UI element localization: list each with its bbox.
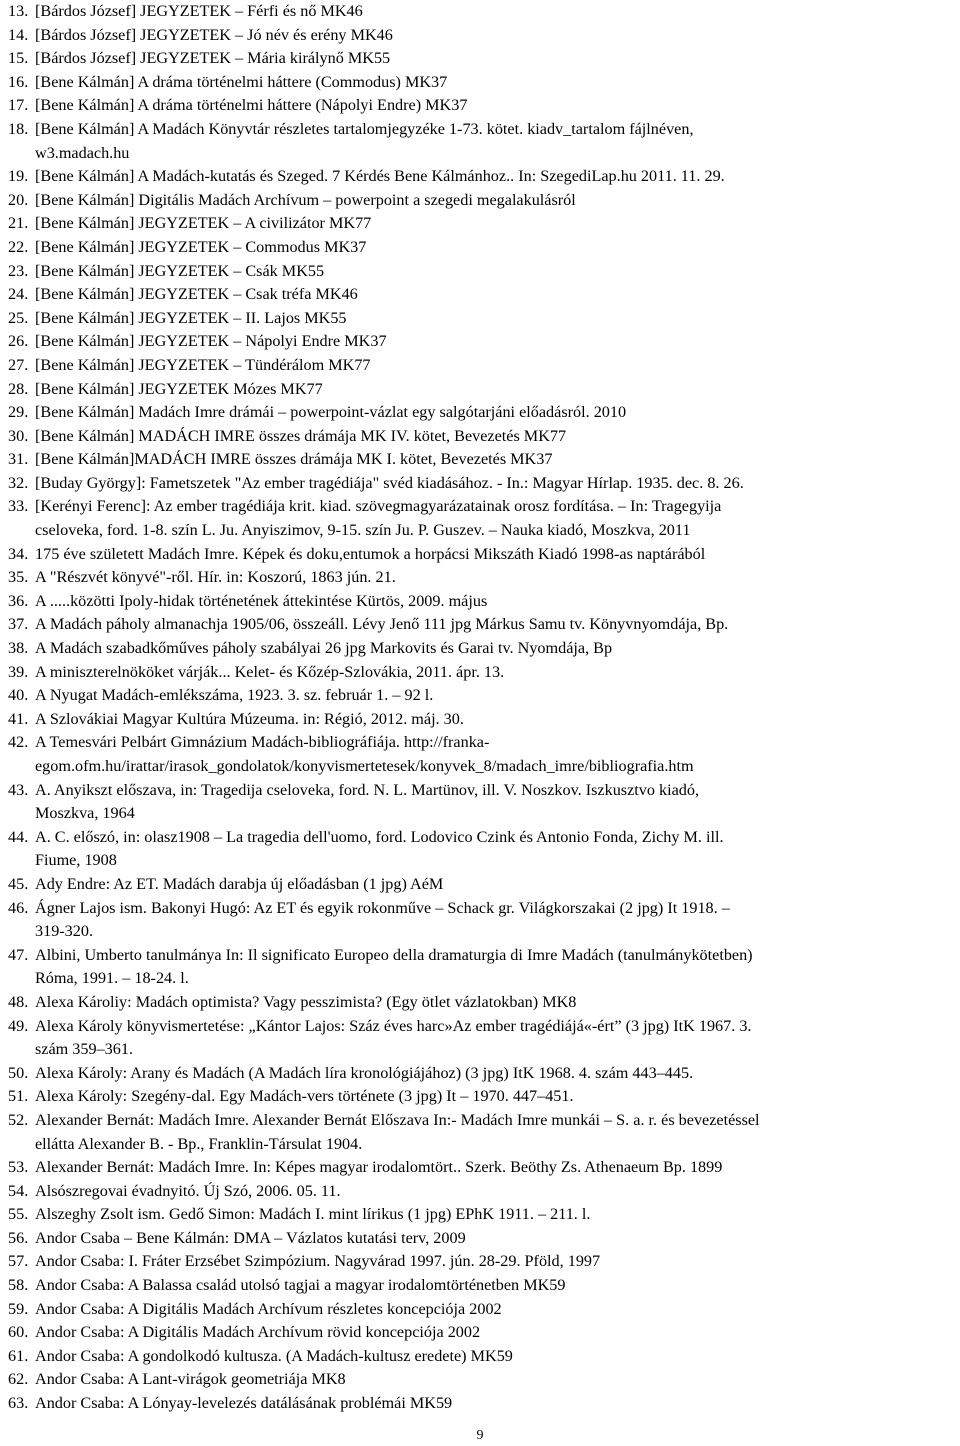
list-item <box>8 826 956 873</box>
entry-number: 28. <box>8 379 29 398</box>
entry-number: 62. <box>8 1370 29 1389</box>
list-item <box>8 378 956 402</box>
list-item <box>8 873 956 897</box>
entry-number: 51. <box>8 1087 29 1106</box>
entry-number: 15. <box>8 49 29 68</box>
entry-text: szám 359–361. <box>35 1040 134 1059</box>
entry-text: A .....közötti Ipoly-hidak történetének áttekintése Kürtös, 2009. május <box>35 591 488 610</box>
entry-text: [Bene Kálmán] JEGYZETEK – Commodus MK37 <box>35 237 367 256</box>
entry-text: [Bene Kálmán] Digitális Madách Archívum – powerpoint a szegedi megalakulásról <box>35 190 576 209</box>
entry-text: w3.madach.hu <box>35 143 130 162</box>
list-item <box>8 1085 956 1109</box>
entry-text: Andor Csaba – Bene Kálmán: DMA – Vázlatos kutatási terv, 2009 <box>35 1228 466 1247</box>
entry-number: 35. <box>8 568 29 587</box>
entry-text: Ady Endre: Az ET. Madách darabja új előadásban (1 jpg) AéM <box>35 874 444 893</box>
list-item <box>8 1180 956 1204</box>
list-item <box>8 684 956 708</box>
entry-number: 56. <box>8 1228 29 1247</box>
entry-number: 26. <box>8 332 29 351</box>
entry-number: 31. <box>8 450 29 469</box>
page-number: 9 <box>476 1428 484 1443</box>
list-item <box>8 0 956 24</box>
entry-text: [Bene Kálmán] A Madách Könyvtár részletes tartalomjegyzéke 1-73. kötet. kiadv_tartalom fájlnéven, <box>35 119 694 138</box>
entry-text: Andor Csaba: A Digitális Madách Archívum rövid koncepciója 2002 <box>35 1323 481 1342</box>
list-item <box>8 779 956 826</box>
list-item <box>8 1298 956 1322</box>
list-item <box>8 1274 956 1298</box>
entry-text: Andor Csaba: A Lónyay-levelezés datálásának problémái MK59 <box>35 1394 453 1413</box>
entry-number: 27. <box>8 355 29 374</box>
entry-text: Andor Csaba: A Balassa család utolsó tagjai a magyar irodalomtörténetben MK59 <box>35 1276 566 1295</box>
list-item <box>8 1015 956 1062</box>
list-item <box>8 1250 956 1274</box>
entry-text: [Bene Kálmán] JEGYZETEK – A civilizátor MK77 <box>35 214 372 233</box>
entry-text: ellátta Alexander B. - Bp., Franklin-Társulat 1904. <box>35 1134 363 1153</box>
entry-number: 23. <box>8 261 29 280</box>
list-item <box>8 1156 956 1180</box>
list-item <box>8 944 956 991</box>
list-item <box>8 236 956 260</box>
entry-text: [Bene Kálmán] JEGYZETEK – Csák MK55 <box>35 261 325 280</box>
entry-number: 49. <box>8 1016 29 1035</box>
entry-number: 33. <box>8 497 29 516</box>
entry-text: [Bene Kálmán] JEGYZETEK – II. Lajos MK55 <box>35 308 347 327</box>
entry-number: 16. <box>8 72 29 91</box>
list-item <box>8 1227 956 1251</box>
entry-number: 24. <box>8 285 29 304</box>
entry-text: [Bene Kálmán] JEGYZETEK Mózes MK77 <box>35 379 323 398</box>
entry-number: 46. <box>8 898 29 917</box>
entry-number: 19. <box>8 167 29 186</box>
entry-text: [Bárdos József] JEGYZETEK – Mária királynő MK55 <box>35 49 391 68</box>
list-item <box>8 1321 956 1345</box>
entry-text: A Szlovákiai Magyar Kultúra Múzeuma. in: Régió, 2012. máj. 30. <box>35 709 464 728</box>
entry-text: Alexander Bernát: Madách Imre. In: Képes magyar irodalomtört.. Szerk. Beöthy Zs. Athenaeum Bp. 1899 <box>35 1158 723 1177</box>
entry-text: [Bene Kálmán] JEGYZETEK – Tündérálom MK77 <box>35 355 371 374</box>
entry-text: Alszeghy Zsolt ism. Gedő Simon: Madách I. mint lírikus (1 jpg) EPhK 1911. – 211. l. <box>35 1205 591 1224</box>
entry-text: A Nyugat Madách-emlékszáma, 1923. 3. sz. február 1. – 92 l. <box>35 686 434 705</box>
list-item <box>8 495 956 542</box>
entry-text: Alexa Károly könyvismertetése: „Kántor Lajos: Száz éves harc»Az ember tragédiájá«-ért” (3 jpg) ItK 1967. 3. <box>35 1016 752 1035</box>
list-item <box>8 897 956 944</box>
entry-number: 32. <box>8 473 29 492</box>
entry-text: egom.ofm.hu/irattar/irasok_gondolatok/konyvismertetesek/konyvek_8/madach_imre/bibliografia.htm <box>35 757 694 775</box>
entry-number: 41. <box>8 709 29 728</box>
entry-number: 30. <box>8 426 29 445</box>
entry-text: cseloveka, ford. 1-8. szín L. Ju. Anyiszimov, 9-15. szín Ju. P. Guszev. – Nauka kiadó, Moszkva, 2011 <box>35 521 691 540</box>
list-item <box>8 543 956 567</box>
entry-number: 52. <box>8 1110 29 1129</box>
list-item <box>8 354 956 378</box>
entry-number: 13. <box>8 2 29 20</box>
entry-number: 60. <box>8 1323 29 1342</box>
list-item <box>8 637 956 661</box>
entry-number: 59. <box>8 1299 29 1318</box>
entry-text: A miniszterelnököket várják... Kelet- és Kőzép-Szlovákia, 2011. ápr. 13. <box>35 662 505 681</box>
entry-text: [Bárdos József] JEGYZETEK – Férfi és nő MK46 <box>35 2 363 20</box>
entry-text: [Bene Kálmán] A dráma történelmi háttere (Commodus) MK37 <box>35 72 448 91</box>
entry-number: 47. <box>8 945 29 964</box>
list-item <box>8 165 956 189</box>
entry-number: 21. <box>8 214 29 233</box>
entry-text: Alexa Károly: Szegény-dal. Egy Madách-vers története (3 jpg) It – 1970. 447–451. <box>35 1087 574 1106</box>
entry-text: Andor Csaba: A Lant-virágok geometriája MK8 <box>35 1370 346 1389</box>
list-item <box>8 1109 956 1156</box>
entry-text: [Bene Kálmán] A dráma történelmi háttere (Nápolyi Endre) MK37 <box>35 96 468 115</box>
entry-text: [Buday György]: Fametszetek "Az ember tragédiája" svéd kiadásához. - In.: Magyar Hírlap. 1935. dec. 8. 26. <box>35 473 744 492</box>
entry-text: Alsószregovai évadnyitó. Új Szó, 2006. 05. 11. <box>35 1181 341 1200</box>
entry-number: 38. <box>8 639 29 658</box>
entry-number: 50. <box>8 1063 29 1082</box>
entry-text: [Bene Kálmán] JEGYZETEK – Csak tréfa MK46 <box>35 285 358 304</box>
list-item <box>8 1368 956 1392</box>
entry-number: 25. <box>8 308 29 327</box>
entry-number: 14. <box>8 25 29 44</box>
entry-number: 58. <box>8 1276 29 1295</box>
list-item <box>8 283 956 307</box>
list-item <box>8 94 956 118</box>
list-item <box>8 24 956 48</box>
list-item <box>8 1345 956 1369</box>
entry-number: 44. <box>8 827 29 846</box>
list-item <box>8 448 956 472</box>
entry-number: 57. <box>8 1252 29 1271</box>
entry-number: 22. <box>8 237 29 256</box>
bibliography-list <box>8 0 956 1416</box>
entry-text: Alexander Bernát: Madách Imre. Alexander Bernát Előszava In:- Madách Imre munkái – S. a. r. és bevezetéssel <box>35 1110 760 1129</box>
list-item <box>8 330 956 354</box>
entry-number: 39. <box>8 662 29 681</box>
list-item <box>8 731 956 778</box>
entry-number: 29. <box>8 403 29 422</box>
entry-text: A Temesvári Pelbárt Gimnázium Madách-bibliográfiája. http://franka- <box>35 733 490 752</box>
entry-number: 40. <box>8 686 29 705</box>
entry-text: Andor Csaba: A gondolkodó kultusza. (A Madách-kultusz eredete) MK59 <box>35 1346 513 1365</box>
entry-text: [Bene Kálmán] MADÁCH IMRE összes drámája MK IV. kötet, Bevezetés MK77 <box>35 426 567 445</box>
entry-text: Andor Csaba: I. Fráter Erzsébet Szimpózium. Nagyvárad 1997. jún. 28-29. Pföld, 1997 <box>35 1252 601 1271</box>
entry-number: 48. <box>8 992 29 1011</box>
entry-text: Albini, Umberto tanulmánya In: Il significato Europeo della dramaturgia di Imre Madách (tanulmánykötetben) <box>35 945 753 964</box>
entry-number: 63. <box>8 1394 29 1413</box>
entry-number: 36. <box>8 591 29 610</box>
list-item <box>8 472 956 496</box>
list-item <box>8 425 956 449</box>
entry-text: [Bárdos József] JEGYZETEK – Jó név és erény MK46 <box>35 25 393 44</box>
entry-text: [Bene Kálmán]MADÁCH IMRE összes drámája MK I. kötet, Bevezetés MK37 <box>35 450 553 469</box>
list-item <box>8 47 956 71</box>
entry-number: 42. <box>8 733 29 752</box>
entry-text: A. C. előszó, in: olasz1908 – La tragedia dell'uomo, ford. Lodovico Czink és Antonio Fonda, Zichy M. ill. <box>35 827 724 846</box>
entry-text: A Madách páholy almanachja 1905/06, összeáll. Lévy Jenő 111 jpg Márkus Samu tv. Könyvnyomdája, Bp. <box>35 615 729 634</box>
list-item <box>8 1062 956 1086</box>
entry-number: 20. <box>8 190 29 209</box>
entry-text: [Kerényi Ferenc]: Az ember tragédiája krit. kiad. szövegmagyarázatainak orosz fordítása. – In: Tragegyija <box>35 497 722 516</box>
entry-number: 34. <box>8 544 29 563</box>
entry-text: Alexa Károliy: Madách optimista? Vagy pesszimista? (Egy ötlet vázlatokban) MK8 <box>35 992 577 1011</box>
list-item <box>8 590 956 614</box>
entry-text: 175 éve született Madách Imre. Képek és doku,entumok a horpácsi Mikszáth Kiadó 1998-as naptárából <box>35 544 706 563</box>
entry-number: 53. <box>8 1158 29 1177</box>
entry-text: Fiume, 1908 <box>35 851 117 870</box>
list-item <box>8 708 956 732</box>
list-item <box>8 260 956 284</box>
list-item <box>8 566 956 590</box>
entry-text: Andor Csaba: A Digitális Madách Archívum részletes koncepciója 2002 <box>35 1299 502 1318</box>
entry-number: 45. <box>8 874 29 893</box>
entry-number: 61. <box>8 1346 29 1365</box>
entry-text: A. Anyikszt előszava, in: Tragedija cseloveka, ford. N. L. Martünov, ill. V. Noszkov. Iszkusztvo kiadó, <box>35 780 700 799</box>
entry-number: 37. <box>8 615 29 634</box>
entry-text: [Bene Kálmán] JEGYZETEK – Nápolyi Endre MK37 <box>35 332 387 351</box>
entry-text: Alexa Károly: Arany és Madách (A Madách líra kronológiájához) (3 jpg) ItK 1968. 4. szám 443–445. <box>35 1063 694 1082</box>
list-item <box>8 1203 956 1227</box>
entry-number: 17. <box>8 96 29 115</box>
entry-text: Moszkva, 1964 <box>35 804 135 823</box>
list-item <box>8 307 956 331</box>
list-item <box>8 991 956 1015</box>
list-item <box>8 401 956 425</box>
entry-text: A "Részvét könyvé"-ről. Hír. in: Koszorú, 1863 jún. 21. <box>35 568 396 587</box>
entry-text: A Madách szabadkőműves páholy szabályai 26 jpg Markovits és Garai tv. Nyomdája, Bp <box>35 639 613 658</box>
list-item <box>8 212 956 236</box>
entry-text: 319-320. <box>35 922 93 941</box>
entry-text: Ágner Lajos ism. Bakonyi Hugó: Az ET és egyik rokonműve – Schack gr. Világkorszakai (2 jpg) It 1918. – <box>35 898 730 917</box>
entry-number: 18. <box>8 119 29 138</box>
entry-text: [Bene Kálmán] Madách Imre drámái – powerpoint-vázlat egy salgótarjáni előadásról. 2010 <box>35 403 627 422</box>
list-item <box>8 1392 956 1416</box>
entry-number: 43. <box>8 780 29 799</box>
entry-number: 55. <box>8 1205 29 1224</box>
entry-text: [Bene Kálmán] A Madách-kutatás és Szeged. 7 Kérdés Bene Kálmánhoz.. In: SzegediLap.hu 2011. 11. 29. <box>35 167 725 186</box>
entry-text: Róma, 1991. – 18-24. l. <box>35 969 189 988</box>
list-item <box>8 118 956 165</box>
list-item <box>8 613 956 637</box>
list-item <box>8 71 956 95</box>
list-item <box>8 189 956 213</box>
list-item <box>8 661 956 685</box>
entry-number: 54. <box>8 1181 29 1200</box>
